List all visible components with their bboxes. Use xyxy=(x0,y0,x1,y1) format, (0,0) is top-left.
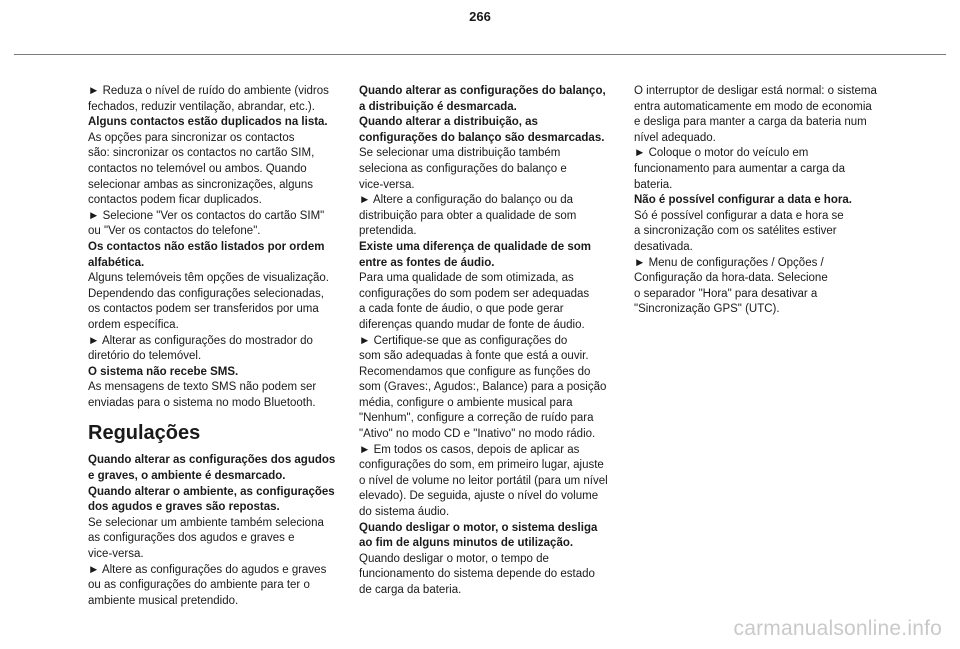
page-number: 266 xyxy=(469,9,491,24)
body-paragraph: O interruptor de desligar está normal: o sistema entra automaticamente em modo de economia e desliga para manter a carga da bateria num nível adequado. ► Coloque o motor do veículo em funcionamento para aumentar a carga da bateria. xyxy=(634,85,877,191)
body-paragraph: Quando desligar o motor, o tempo de funcionamento do sistema depende do estado de carga da bateria. xyxy=(359,552,595,596)
body-paragraph: ► Reduza o nível de ruído do ambiente (vidros fechados, reduzir ventilação, abrandar, etc.). xyxy=(88,85,329,113)
question-heading: Quando alterar as configurações do balanço, a distribuição é desmarcada. Quando alterar a distribuição, as configurações do balanço são desmarcadas. xyxy=(359,85,606,144)
text-column-right xyxy=(634,84,896,318)
question-heading: Existe uma diferença de qualidade de som entre as fontes de áudio. xyxy=(359,240,591,269)
question-heading: Quando desligar o motor, o sistema desliga ao fim de alguns minutos de utilização. xyxy=(359,521,598,550)
body-paragraph: Se selecionar uma distribuição também seleciona as configurações do balanço e vice-versa. ► Altere a configuração do balanço ou da distribuição para obter a qualidade de som pretendida. xyxy=(359,147,577,238)
watermark: carmanualsonline.info xyxy=(733,617,942,640)
question-heading: O sistema não recebe SMS. xyxy=(88,365,239,378)
body-paragraph: Se selecionar um ambiente também seleciona as configurações dos agudos e graves e vice-versa. ► Altere as configurações do agudos e graves ou as configurações do ambiente para ter o ambiente musical pretendido. xyxy=(88,516,327,607)
question-heading: Não é possível configurar a data e hora. xyxy=(634,194,852,207)
body-paragraph: Alguns telemóveis têm opções de visualização. Dependendo das configurações selecionadas, os contactos podem ser transferidos por uma ordem específica. ► Alterar as configurações do mostrador do diretório do telemóvel. xyxy=(88,272,329,363)
body-paragraph: Para uma qualidade de som otimizada, as configurações do som podem ser adequadas a cada fonte de áudio, o que pode gerar diferenças quando mudar de fonte de áudio. ► Certifique-se que as configurações do som são adequadas à fonte que está a ouvir. Recomendamos que configure as funções do som (Graves:, Agudos:, Balance) para a posição média, configure o ambiente musical para "Nenhum", configure a correção de ruído para "Ativo" no modo CD e "Inativo" no modo rádio. ► Em todos os casos, depois de aplicar as configurações do som, em primeiro lugar, ajuste o nível de volume no leitor portátil (para um nível elevado). De seguida, ajuste o nível do volume do sistema áudio. xyxy=(359,272,608,519)
question-heading: Quando alterar as configurações dos agudos e graves, o ambiente é desmarcado. Quando alterar o ambiente, as configurações dos agudos e graves são repostas. xyxy=(88,454,336,514)
section-heading: Regulações xyxy=(88,422,201,445)
text-column-left xyxy=(88,84,352,609)
header-divider xyxy=(14,54,946,55)
body-paragraph: Só é possível configurar a data e hora se a sincronização com os satélites estiver desativada. ► Menu de configurações / Opções / Configuração da hora-data. Selecione o separador "Hora" para desativar a "Sincronização GPS" (UTC). xyxy=(634,209,844,316)
question-heading: Alguns contactos estão duplicados na lista. xyxy=(88,116,328,129)
text-column-middle xyxy=(359,84,621,599)
body-paragraph: As opções para sincronizar os contactos são: sincronizar os contactos no cartão SIM, contactos no telemóvel ou ambos. Quando selecionar ambas as sincronizações, alguns contactos podem ficar duplicados. ► Selecione "Ver os contactos do cartão SIM" ou "Ver os contactos do telefone". xyxy=(88,131,325,238)
question-heading: Os contactos não estão listados por ordem alfabética. xyxy=(88,240,325,269)
body-paragraph: As mensagens de texto SMS não podem ser enviadas para o sistema no modo Bluetooth. xyxy=(88,381,317,409)
